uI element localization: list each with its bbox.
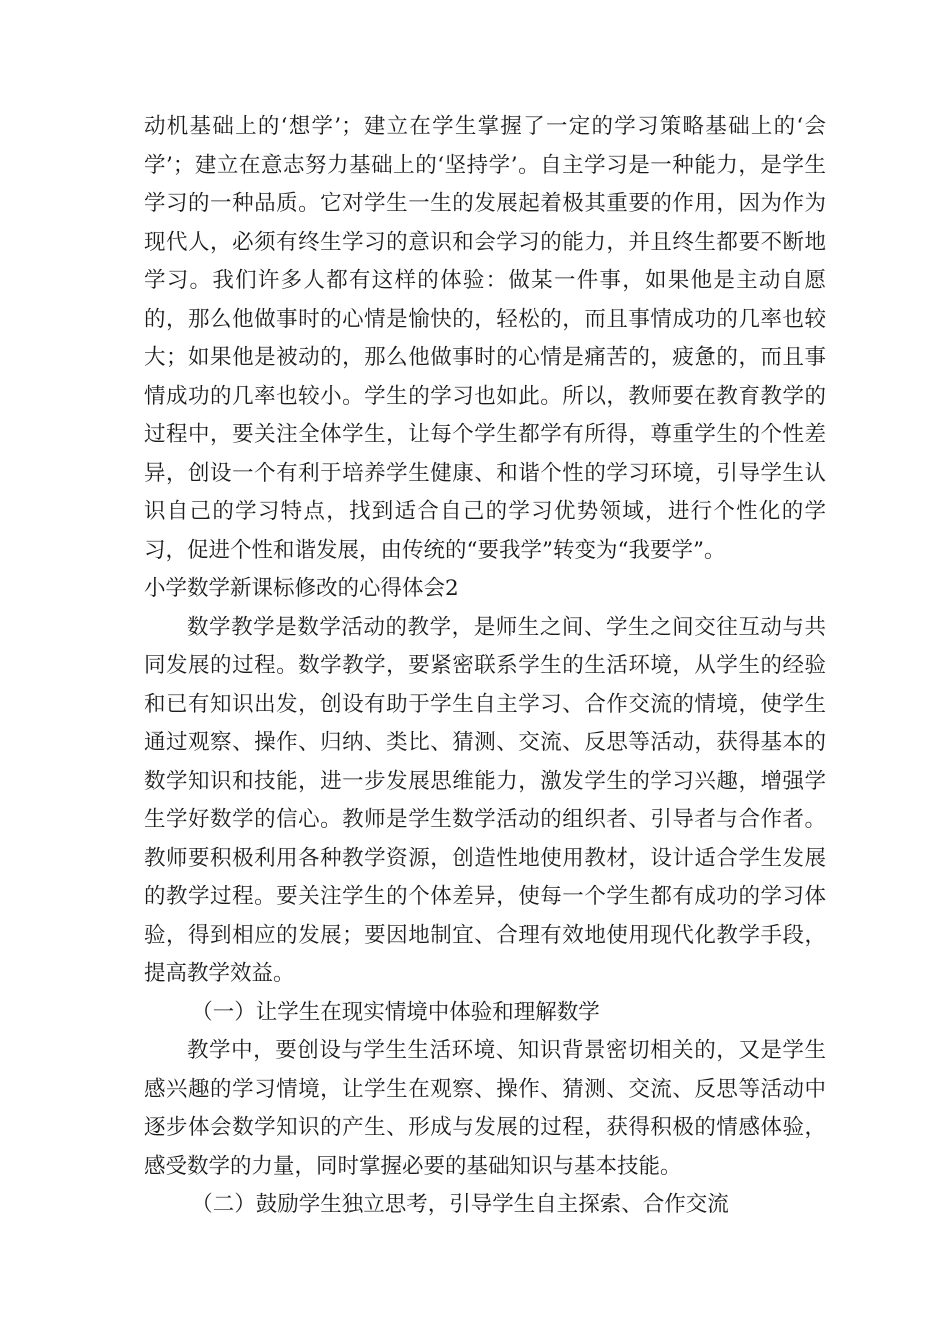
paragraph-situation: 教学中，要创设与学生生活环境、知识背景密切相关的，又是学生感兴趣的学习情境，让学生在观察、操作、猜测、交流、反思等活动中逐步体会数学知识的产生、形成与发展的过程，获得积极的情感体验，感受数学的力量，同时掌握必要的基础知识与基本技能。 xyxy=(144,1038,826,1179)
section-title: 小学数学新课标修改的心得体会2 xyxy=(144,576,459,601)
paragraph-continued: 动机基础上的‘想学’；建立在学生掌握了一定的学习策略基础上的‘会学’；建立在意志努力基础上的‘坚持学’。自主学习是一种能力，是学生学习的一种品质。它对学生一生的发展起着极其重要的作用，因为作为现代人，必须有终生学习的意识和会学习的能力，并且终生都要不断地学习。我们许多人都有这样的体验：做某一件事，如果他是主动自愿的，那么他做事时的心情是愉快的，轻松的，而且事情成功的几率也较大；如果他是被动的，那么他做事时的心情是痛苦的，疲惫的，而且事情成功的几率也较小。学生的学习也如此。所以，教师要在教育教学的过程中，要关注全体学生，让每个学生都学有所得，尊重学生的个性差异，创设一个有利于培养学生健康、和谐个性的学习环境，引导学生认识自己的学习特点，找到适合自己的学习优势领域，进行个性化的学习，促进个性和谐发展，由传统的“要我学”转变为“我要学”。 xyxy=(144,114,826,563)
subheading-one: （一）让学生在现实情境中体验和理解数学 xyxy=(191,999,600,1025)
document-body xyxy=(144,108,826,1225)
paragraph-intro: 数学教学是数学活动的教学，是师生之间、学生之间交往互动与共同发展的过程。数学教学，要紧密联系学生的生活环境，从学生的经验和已有知识出发，创设有助于学生自主学习、合作交流的情境，使学生通过观察、操作、归纳、类比、猜测、交流、反思等活动，获得基本的数学知识和技能，进一步发展思维能力，激发学生的学习兴趣，增强学生学好数学的信心。教师是学生数学活动的组织者、引导者与合作者。教师要积极利用各种教学资源，创造性地使用教材，设计适合学生发展的教学过程。要关注学生的个体差异，使每一个学生都有成功的学习体验，得到相应的发展；要因地制宜、合理有效地使用现代化教学手段，提高教学效益。 xyxy=(144,614,826,986)
subheading-two: （二）鼓励学生独立思考，引导学生自主探索、合作交流 xyxy=(191,1192,729,1217)
